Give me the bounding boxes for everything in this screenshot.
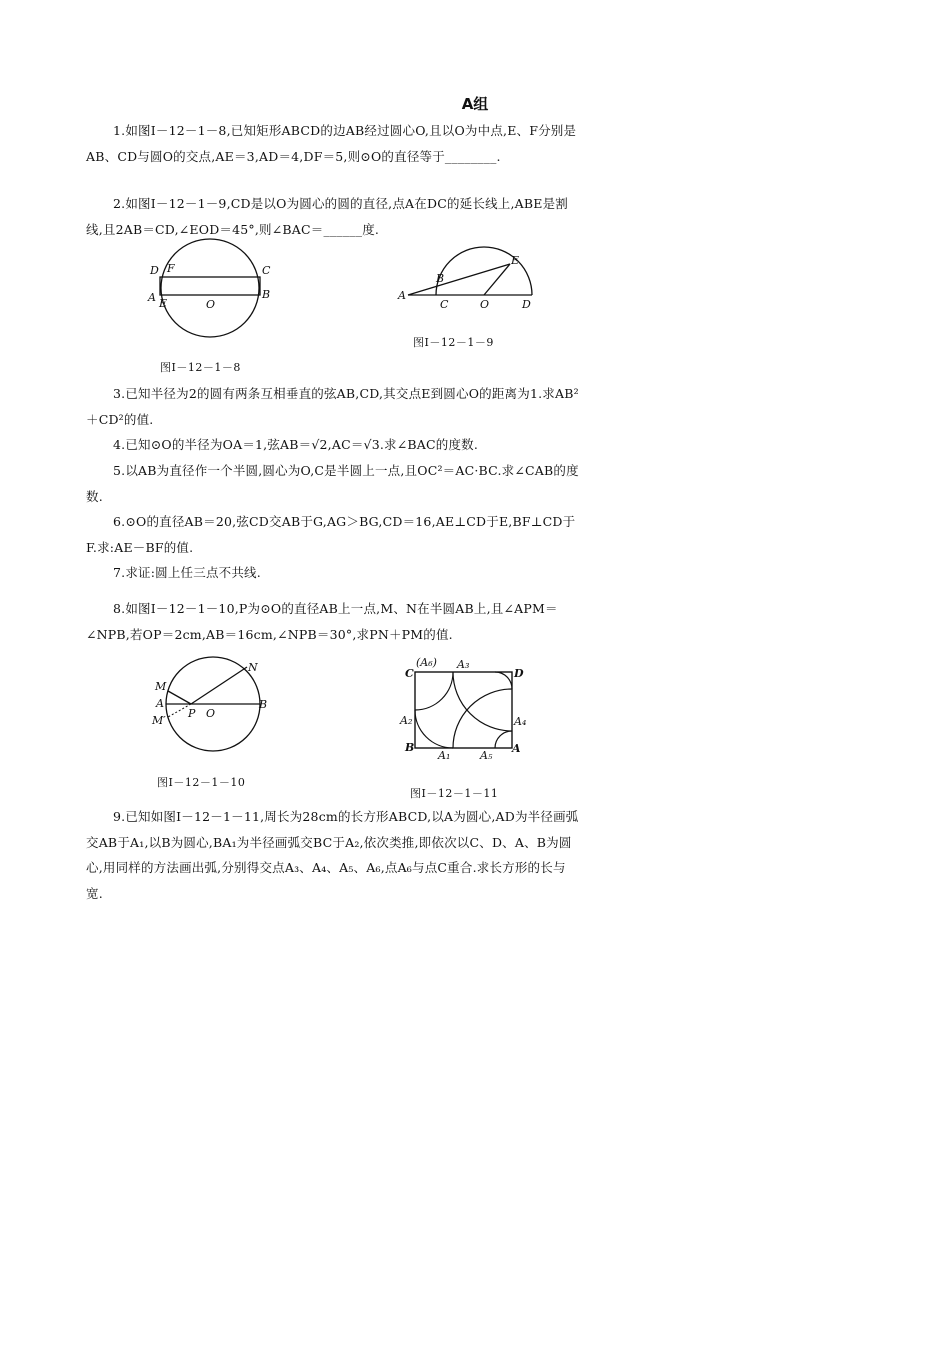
fig11-label-a6: (A₆) [416, 656, 437, 669]
fig11-label-a: A [512, 742, 521, 755]
figure-11-diagram [400, 655, 540, 765]
problem-6: 6.⊙O的直径AB＝20,弦CD交AB于G,AG＞BG,CD＝16,AE⊥CD于E,BF⊥CD于F.求:AE－BF的值. [86, 514, 576, 555]
fig8-label-d: D [150, 264, 159, 277]
problem-5: 5.以AB为直径作一个半圆,圆心为O,C是半圆上一点,且OC²＝AC·BC.求∠CAB的度数. [86, 463, 579, 504]
fig10-label-p: P [188, 707, 196, 720]
fig9-label-d: D [522, 298, 531, 311]
fig8-label-c: C [262, 264, 271, 277]
fig9-radius-oe [484, 264, 510, 295]
fig11-label-a5: A₅ [480, 749, 493, 762]
problem-9: 9.已知如图Ⅰ－12－1－11,周长为28cm的长方形ABCD,以A为圆心,AD为半径画弧交AB于A₁,以B为圆心,BA₁为半径画弧交BC于A₂,依次类推,即依次以C、D、A、B为圆心,用同样的方法画出弧,分别得交点A₃、A₄、A₅、A₆,点A₆与点C重合.求长方形的长与宽. [86, 809, 579, 901]
figure-8-caption: 图Ⅰ－12－1－8 [160, 361, 241, 374]
fig8-label-o: O [206, 298, 216, 311]
fig11-label-d: D [514, 667, 524, 680]
problem-3: 3.已知半径为2的圆有两条互相垂直的弦AB,CD,其交点E到圆心O的距离为1.求AB²＋CD²的值. [86, 386, 579, 427]
fig8-label-b: B [262, 288, 271, 301]
fig10-label-m-prime: M′ [152, 714, 166, 727]
fig9-label-c: C [440, 298, 449, 311]
figure-8-diagram [140, 250, 290, 350]
fig11-arc-b [415, 710, 453, 748]
fig8-label-e: E [159, 297, 168, 310]
fig11-label-a3: A₃ [457, 658, 470, 671]
fig11-arc-c [415, 672, 453, 710]
fig10-label-m: M [155, 680, 167, 693]
fig11-arc-a2 [495, 731, 512, 748]
fig10-label-a: A [156, 697, 164, 710]
figure-11-caption: 图Ⅰ－12－1－11 [410, 787, 499, 800]
problem-2: 2.如图Ⅰ－12－1－9,CD是以O为圆心的圆的直径,点A在DC的延长线上,ABE是割线,且2AB＝CD,∠EOD＝45°,则∠BAC＝______度. [86, 196, 568, 237]
fig11-label-c: C [405, 667, 414, 680]
fig10-label-n: N [248, 661, 258, 674]
problem-7: 7.求证:圆上任三点不共线. [113, 565, 261, 580]
figure-10-caption: 图Ⅰ－12－1－10 [157, 776, 246, 789]
fig11-label-b: B [405, 741, 415, 754]
fig8-label-f: F [167, 262, 175, 275]
fig8-rectangle [160, 277, 260, 295]
section-title: A组 [461, 95, 489, 113]
fig11-rectangle [415, 672, 512, 748]
fig9-label-b: B [436, 272, 445, 285]
fig11-arc-d [453, 672, 512, 731]
fig10-segment-pm [168, 691, 191, 704]
fig9-secant-abe [408, 264, 510, 295]
fig10-label-b: B [259, 698, 268, 711]
fig10-label-o: O [206, 707, 216, 720]
fig11-label-a2: A₂ [400, 714, 413, 727]
fig11-arc-a1 [453, 689, 512, 748]
problem-1: 1.如图Ⅰ－12－1－8,已知矩形ABCD的边AB经过圆心O,且以O为中点,E、F分别是AB、CD与圆O的交点,AE＝3,AD＝4,DF＝5,则⊙O的直径等于________. [86, 123, 577, 164]
problem-4: 4.已知⊙O的半径为OA＝1,弦AB＝√2,AC＝√3.求∠BAC的度数. [113, 437, 479, 452]
fig9-label-a: A [398, 289, 406, 302]
fig11-arc-d2 [495, 672, 512, 689]
figure-10-diagram [150, 655, 280, 755]
problem-8: 8.如图Ⅰ－12－1－10,P为⊙O的直径AB上一点,M、N在半圆AB上,且∠APM＝∠NPB,若OP＝2cm,AB＝16cm,∠NPB＝30°,求PN＋PM的值. [86, 601, 558, 642]
fig9-label-o: O [480, 298, 490, 311]
fig11-label-a4: A₄ [514, 715, 527, 728]
figure-9-diagram [398, 252, 548, 312]
figure-9-caption: 图Ⅰ－12－1－9 [413, 336, 494, 349]
fig8-circle [161, 239, 259, 337]
fig9-label-e: E [511, 254, 520, 267]
fig8-label-a: A [148, 291, 156, 304]
fig11-label-a1: A₁ [438, 749, 451, 762]
fig10-segment-pn [191, 667, 247, 704]
